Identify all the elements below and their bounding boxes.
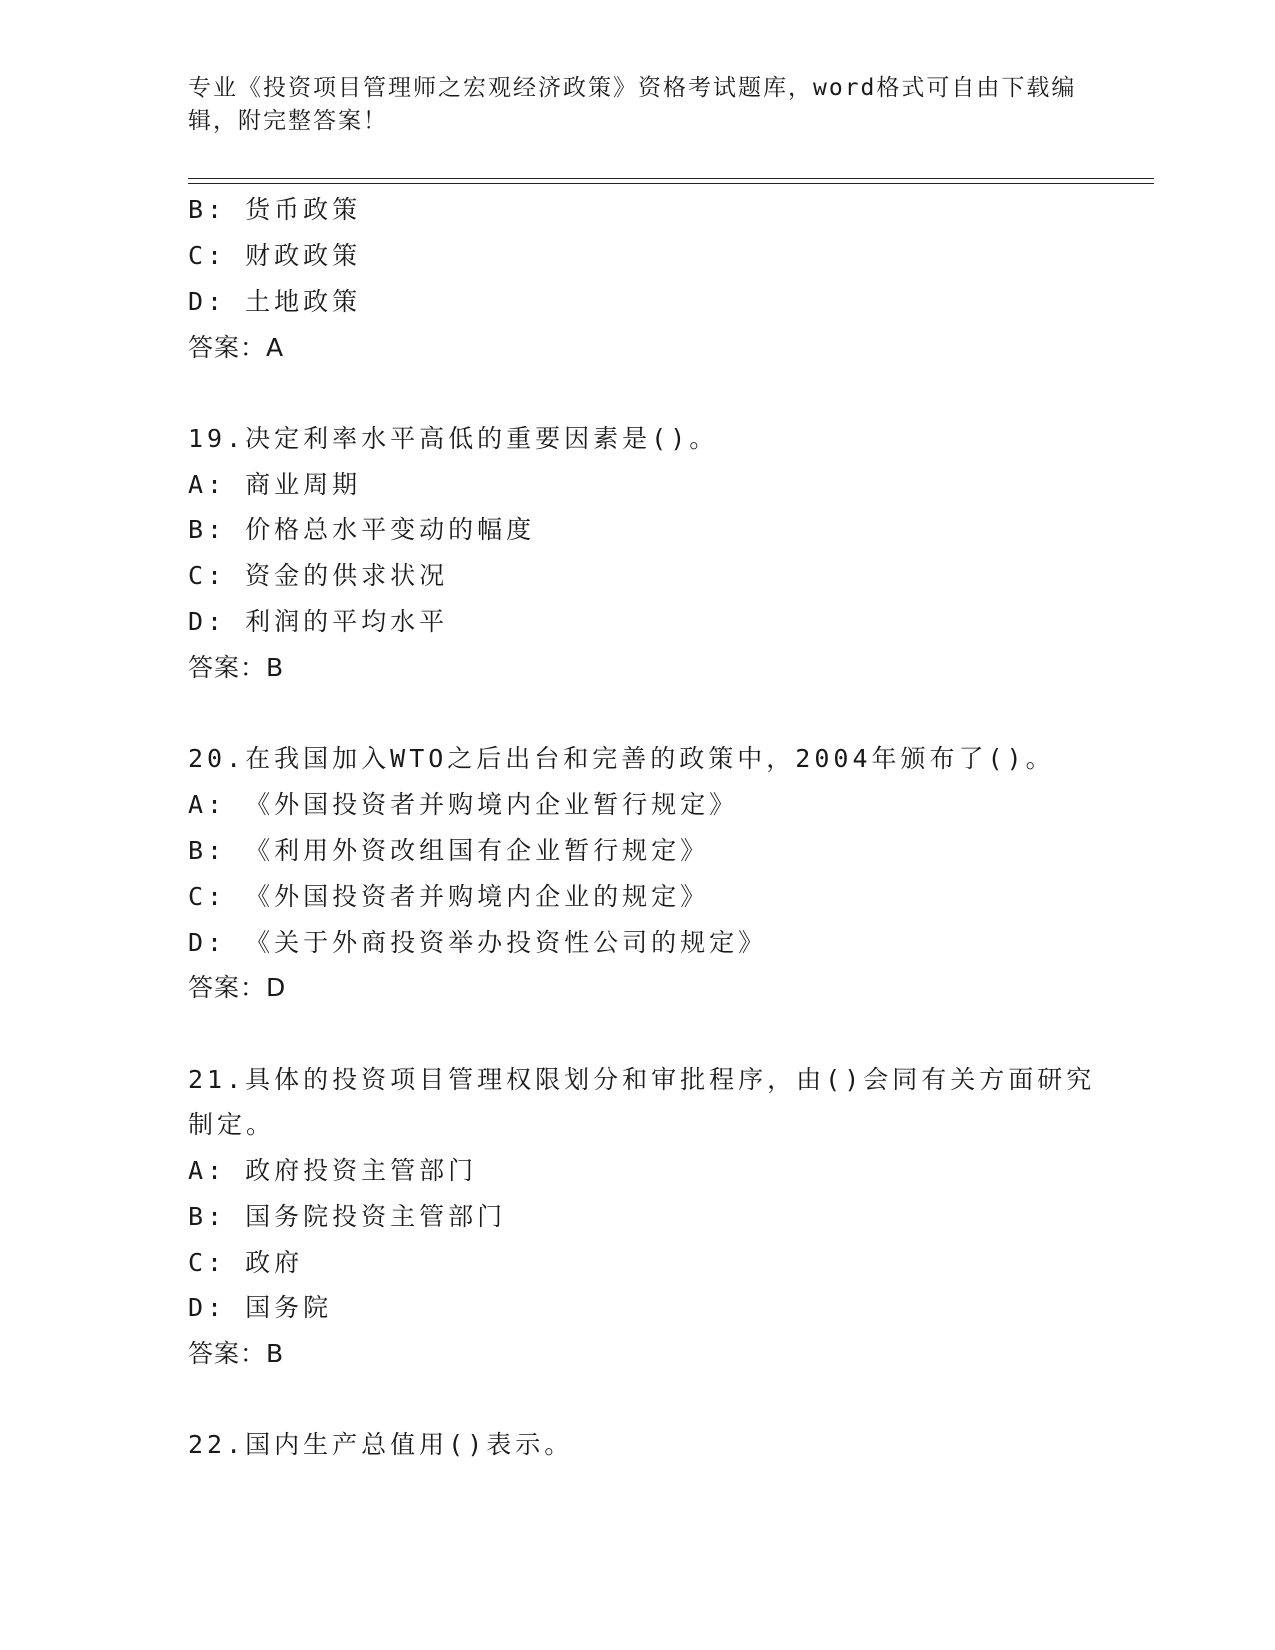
q21-option-d: D: 国务院 xyxy=(188,1293,333,1322)
q19-option-a: A: 商业周期 xyxy=(188,470,362,499)
q20-stem: 20.在我国加入WTO之后出台和完善的政策中，2004年颁布了()。 xyxy=(188,744,1055,773)
q21-stem-line1: 21.具体的投资项目管理权限划分和审批程序，由()会同有关方面研究 xyxy=(188,1065,1096,1094)
q19-answer: 答案：B xyxy=(188,653,285,682)
header-divider-bottom xyxy=(188,183,1154,184)
q20-answer: 答案：D xyxy=(188,973,287,1002)
q20-option-a: A: 《外国投资者并购境内企业暂行规定》 xyxy=(188,790,739,819)
q20-option-c: C: 《外国投资者并购境内企业的规定》 xyxy=(188,882,710,911)
q18-option-b: B: 货币政策 xyxy=(188,195,362,224)
q21-option-c: C: 政府 xyxy=(188,1248,304,1277)
q18-option-c: C: 财政政策 xyxy=(188,241,362,270)
q19-stem: 19.决定利率水平高低的重要因素是()。 xyxy=(188,424,719,453)
q18-option-d: D: 土地政策 xyxy=(188,287,362,316)
q22-stem: 22.国内生产总值用()表示。 xyxy=(188,1430,574,1459)
q19-option-c: C: 资金的供求状况 xyxy=(188,561,449,590)
header-divider-top xyxy=(188,178,1154,179)
document-header: 专业《投资项目管理师之宏观经济政策》资格考试题库，word格式可自由下载编辑，附完整答案！ xyxy=(188,75,1077,134)
q21-stem-line2: 制定。 xyxy=(188,1110,276,1139)
q19-option-b: B: 价格总水平变动的幅度 xyxy=(188,515,536,544)
q20-option-b: B: 《利用外资改组国有企业暂行规定》 xyxy=(188,836,710,865)
q19-option-d: D: 利润的平均水平 xyxy=(188,607,449,636)
q18-answer: 答案：A xyxy=(188,333,285,362)
q21-option-b: B: 国务院投资主管部门 xyxy=(188,1202,507,1231)
q21-option-a: A: 政府投资主管部门 xyxy=(188,1156,478,1185)
q20-option-d: D: 《关于外商投资举办投资性公司的规定》 xyxy=(188,928,768,957)
q21-answer: 答案：B xyxy=(188,1339,285,1368)
